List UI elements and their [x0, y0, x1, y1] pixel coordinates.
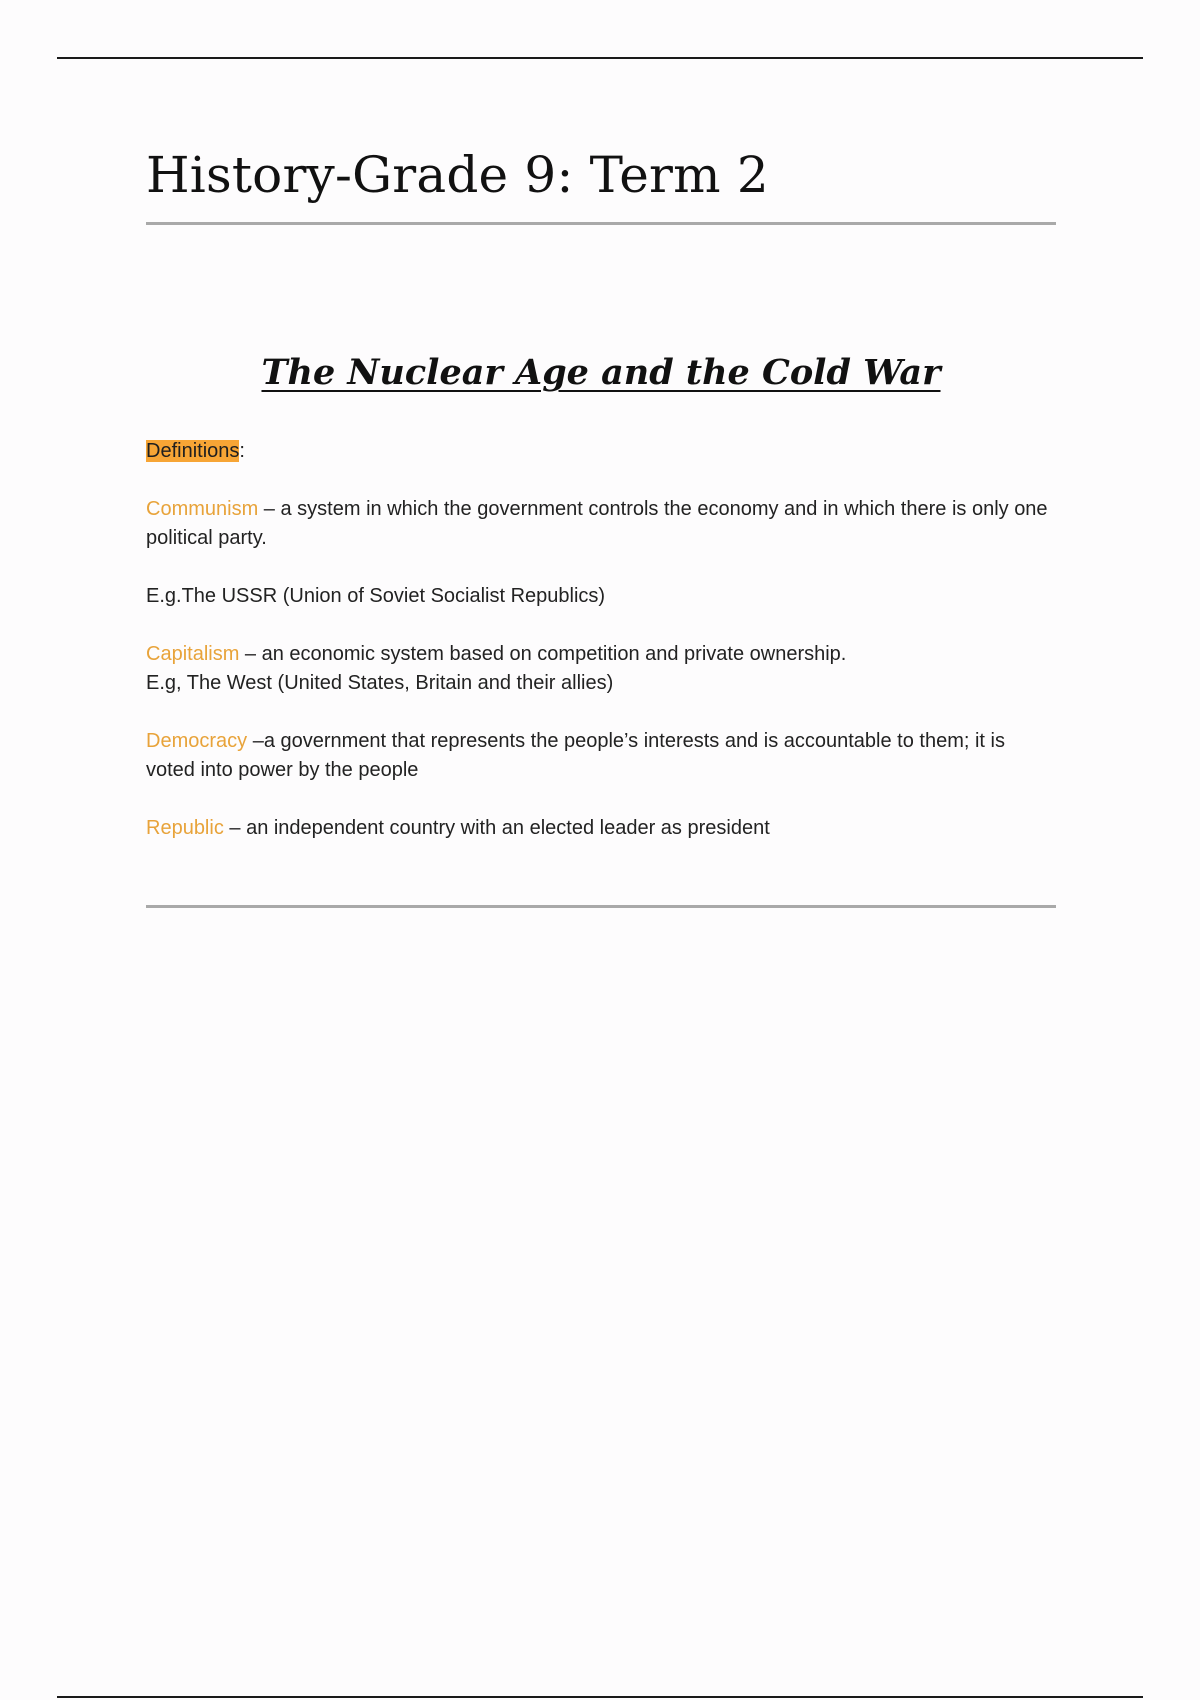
definition-text: –a government that represents the people’s interests and is accountable to them; it is voted into power by the people — [146, 730, 1005, 781]
section-title: The Nuclear Age and the Cold War — [261, 352, 941, 393]
term-capitalism: Capitalism — [146, 643, 240, 665]
definitions-heading — [146, 437, 1056, 466]
definition-republic — [146, 814, 1056, 843]
definitions-label: Definitions — [146, 440, 240, 462]
page-bottom-border — [57, 1696, 1143, 1698]
definition-democracy — [146, 727, 1056, 785]
section-end-divider — [146, 905, 1056, 908]
page-top-border — [57, 57, 1143, 59]
term-communism: Communism — [146, 498, 259, 520]
example-ussr — [146, 582, 1056, 611]
title-divider — [146, 222, 1056, 225]
definition-communism — [146, 495, 1056, 553]
term-democracy: Democracy — [146, 730, 248, 752]
definition-text: – a system in which the government controls the economy and in which there is only one political party. — [146, 498, 1048, 549]
definitions-colon: : — [239, 440, 245, 462]
document-title: History-Grade 9: Term 2 — [146, 146, 769, 204]
example-text: E.g, The West (United States, Britain and their allies) — [146, 672, 614, 694]
document-body — [146, 140, 1056, 908]
definition-text: – an economic system based on competition and private ownership. — [239, 643, 847, 665]
example-text: E.g.The USSR (Union of Soviet Socialist Republics) — [146, 585, 606, 607]
definition-capitalism — [146, 640, 1056, 698]
term-republic: Republic — [146, 817, 224, 839]
definition-text: – an independent country with an elected leader as president — [223, 817, 770, 839]
